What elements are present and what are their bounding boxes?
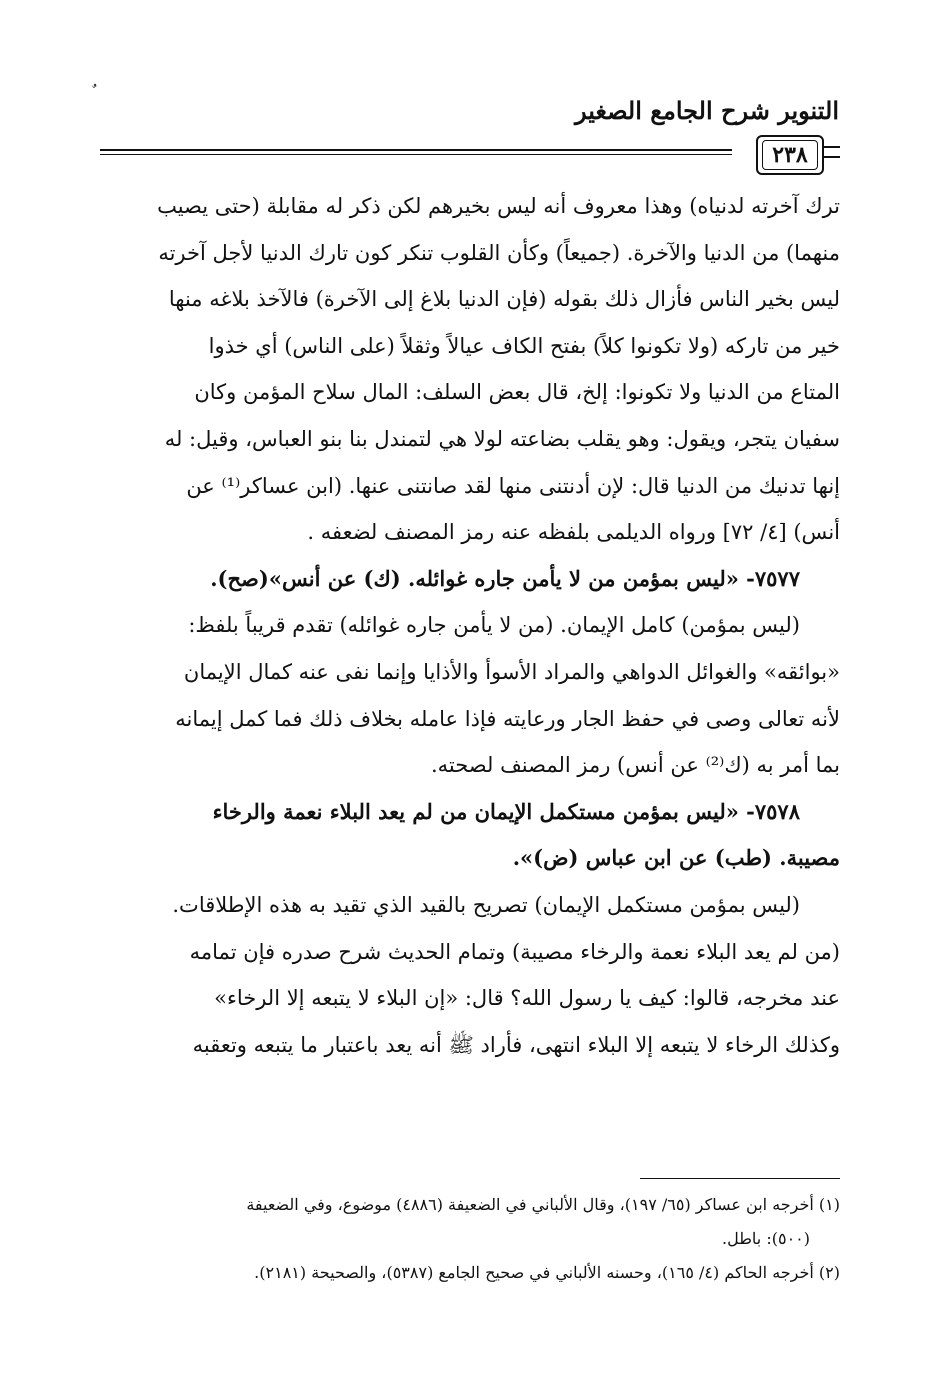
body-line: المتاع من الدنيا ولا تكونوا: إلخ، قال بعض السلف: المال سلاح المؤمن وكان [194,380,840,405]
hadith-heading: ٧٥٧٨- «ليس بمؤمن مستكمل الإيمان من لم يعد البلاء نعمة والرخاء [212,798,800,824]
header-rule [100,149,732,155]
body-line: أنس) [٤/ ٧٢] ورواه الديلمى بلفظه عنه رمز المصنف لضعفه . [307,520,840,545]
page-number: ٢٣٨ [762,140,818,170]
body-line: (ليس بمؤمن مستكمل الإيمان) تصريح بالقيد الذي تقيد به هذه الإطلاقات. [172,892,800,917]
body-line: لأنه تعالى وصى في حفظ الجار ورعايته فإذا عامله بخلاف ذلك فما كمل إيمانه [175,706,840,731]
body-line: إنها تدنيك من الدنيا قال: لإن أدنتنى منها لقد صانتنى عنها. (ابن عساكر⁽¹⁾ عن [186,473,840,498]
page-number-tail [822,146,840,158]
body-line: (من لم يعد البلاء نعمة والرخاء مصيبة) وتمام الحديث شرح صدره فإن تمامه [189,939,840,964]
body-line: منهما) من الدنيا والآخرة. (جميعاً) وكأن القلوب تنكر كون تارك الدنيا لأجل آخرته [158,240,840,265]
footnote-line: (٥٠٠): باطل. [721,1229,810,1248]
footnote-rule [640,1178,840,1179]
hadith-heading: ٧٥٧٧- «ليس بمؤمن من لا يأمن جاره غوائله. (ك) عن أنس»(صح). [210,565,800,591]
footnote-line: (٢) أخرجه الحاكم (٤/ ١٦٥)، وحسنه الألباني في صحيح الجامع (٥٣٨٧)، والصحيحة (٢١٨١). [254,1263,840,1282]
body-line: (ليس بمؤمن) كامل الإيمان. (من لا يأمن جاره غوائله) تقدم قريباً بلفظ: [188,613,800,638]
hadith-heading: مصيبة. (طب) عن ابن عباس (ض)». [512,845,840,871]
footnotes [100,1188,840,1290]
body-line: سفيان يتجر، ويقول: وهو يقلب بضاعته لولا هي لتمندل بنا بنو العباس، وقيل: له [164,426,840,451]
body-line: عند مخرجه، قالوا: كيف يا رسول الله؟ قال: «إن البلاء لا يتبعه إلا الرخاء» [214,986,840,1011]
page-number-box [756,135,824,175]
body-line: وكذلك الرخاء لا يتبعه إلا البلاء انتهى، فأراد ﷺ أنه يعد باعتبار ما يتبعه وتعقبه [192,1032,840,1057]
body-line: «بوائقه» والغوائل الدواهي والمراد الأسوأ والأذايا وإنما نفى عنه كمال الإيمان [183,659,840,684]
footnote-line: (١) أخرجه ابن عساكر (٦٥/ ١٩٧)، وقال الألباني في الضعيفة (٤٨٨٦) موضوع، وفي الضعيفة [246,1195,840,1214]
body-line: ليس بخير الناس فأزال ذلك بقوله (فإن الدنيا بلاغ إلى الآخرة) فالآخذ بلاغه منها [168,287,840,312]
body-line: بما أمر به (ك⁽²⁾ عن أنس) رمز المصنف لصحته. [430,753,840,778]
body-text [100,183,840,1068]
running-header-title: التنوير شرح الجامع الصغير [575,96,839,125]
body-line: ترك آخرته لدنياه) وهذا معروف أنه ليس بخيرهم لكن ذكر له مقابلة (حتى يصيب [157,194,840,218]
body-line: خير من تاركه (ولا تكونوا كلاً) بفتح الكاف عيالاً وثقلاً (على الناس) أي خذوا [208,333,840,358]
